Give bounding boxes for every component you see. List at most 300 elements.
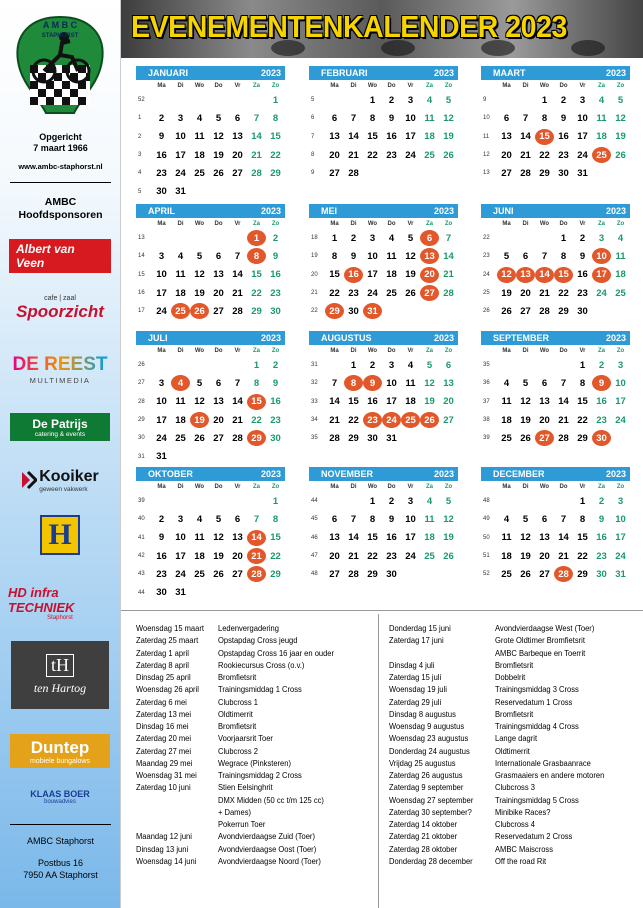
calendar-day: 4 xyxy=(388,232,395,244)
empty-day xyxy=(228,357,247,373)
calendar-day: 1 xyxy=(350,359,357,371)
calendar-day: 7 xyxy=(350,513,357,525)
calendar-day: 7 xyxy=(522,112,529,124)
calendar-day: 6 xyxy=(234,112,241,124)
month-year: 2023 xyxy=(605,68,626,78)
calendar-day: 7 xyxy=(560,377,567,389)
event-day: 12 xyxy=(497,267,516,283)
weekday-label: Ma xyxy=(502,220,511,227)
week-number: 9 xyxy=(483,97,487,104)
event-day: 9 xyxy=(592,375,611,391)
weekday-label: Zo xyxy=(616,483,625,490)
month-name: JULI xyxy=(148,333,168,343)
weekday-label: Di xyxy=(350,82,357,89)
event-name: Oldtimerrit xyxy=(495,745,530,756)
week-number: 39 xyxy=(138,498,145,505)
weekday-label: Ma xyxy=(502,347,511,354)
event-date: Donderdag 28 december xyxy=(389,855,473,866)
month-januari xyxy=(136,66,285,201)
event-name: Avondvierdaagse Oost (Toer) xyxy=(218,843,317,854)
sponsor-albert-van-veen[interactable] xyxy=(8,236,112,276)
month-name: NOVEMBER xyxy=(321,469,374,479)
calendar-day: 21 xyxy=(232,287,243,299)
calendar-day: 9 xyxy=(388,112,395,124)
calendar-day: 1 xyxy=(331,232,338,244)
week-number: 8 xyxy=(311,152,315,159)
event-date: Dinsdag 13 juni xyxy=(136,843,189,854)
weekday-label: Wo xyxy=(539,220,550,227)
calendar-day: 30 xyxy=(367,432,378,444)
calendar-day: 23 xyxy=(156,167,167,179)
calendar-day: 28 xyxy=(520,167,531,179)
week-row xyxy=(136,247,285,265)
calendar-day: 23 xyxy=(577,287,588,299)
month-year: 2023 xyxy=(433,68,454,78)
weekday-header xyxy=(481,481,630,492)
empty-day xyxy=(209,92,228,108)
month-header xyxy=(136,467,285,481)
sponsor-name: H xyxy=(48,518,72,551)
calendar-day: 19 xyxy=(424,396,435,408)
calendar-day: 23 xyxy=(270,414,281,426)
calendar-day: 1 xyxy=(541,94,548,106)
empty-day xyxy=(592,303,611,319)
weekday-label: Vr xyxy=(579,483,586,490)
month-name: MEI xyxy=(321,206,338,216)
empty-day xyxy=(420,165,439,181)
week-number: 25 xyxy=(483,290,490,297)
calendar-day: 9 xyxy=(388,513,395,525)
calendar-day: 6 xyxy=(331,513,338,525)
sponsor-hd-infra[interactable] xyxy=(8,583,112,623)
event-date: Zaterdag 13 mei xyxy=(136,708,192,719)
empty-day xyxy=(497,230,516,246)
event-day: 27 xyxy=(420,285,439,301)
calendar-day: 8 xyxy=(541,112,548,124)
sidebar-divider xyxy=(10,824,111,825)
calendar-day: 24 xyxy=(175,167,186,179)
week-number: 52 xyxy=(483,571,490,578)
calendar-day: 12 xyxy=(405,250,416,262)
week-row xyxy=(481,91,630,109)
calendar-day: 10 xyxy=(367,250,378,262)
calendar-day: 4 xyxy=(196,112,203,124)
calendar-day: 11 xyxy=(405,377,416,389)
week-number: 35 xyxy=(311,435,318,442)
calendar-day: 26 xyxy=(520,568,531,580)
event-name: Trainingsmiddag 2 Cross xyxy=(218,770,302,780)
calendar-day: 22 xyxy=(251,414,262,426)
calendar-day: 15 xyxy=(577,532,588,544)
event-day: 27 xyxy=(535,430,554,446)
weekday-label: Vr xyxy=(579,82,586,89)
week-row xyxy=(136,411,285,429)
sponsors-title-2: Hoofdsponsoren xyxy=(18,209,103,221)
week-row xyxy=(309,429,458,447)
calendar-day: 28 xyxy=(232,432,243,444)
empty-day xyxy=(266,585,285,601)
event-date: Maandag 29 mei xyxy=(136,757,193,768)
weekday-label: Do xyxy=(387,483,396,490)
weekday-label: Zo xyxy=(616,82,625,89)
weekday-label: Di xyxy=(350,220,357,227)
calendar-day: 26 xyxy=(194,432,205,444)
weekday-label: Ma xyxy=(330,483,339,490)
address-name: AMBC Staphorst xyxy=(26,836,95,846)
calendar-day: 8 xyxy=(331,250,338,262)
calendar-day: 18 xyxy=(501,414,512,426)
sponsor-name: De Patrijs xyxy=(32,416,88,431)
event-day: 10 xyxy=(592,248,611,264)
event-name: Off the road Rit xyxy=(495,855,547,866)
calendar-day: 6 xyxy=(541,377,548,389)
empty-day xyxy=(247,184,266,200)
calendar-day: 4 xyxy=(177,250,184,262)
calendar-day: 7 xyxy=(253,112,260,124)
week-number: 2 xyxy=(138,133,142,140)
event-date: Zaterdag 30 september? xyxy=(389,806,472,817)
calendar-day: 5 xyxy=(445,94,452,106)
month-name: SEPTEMBER xyxy=(493,333,550,343)
empty-day xyxy=(611,165,630,181)
event-day: 25 xyxy=(592,147,611,163)
event-name: Pokerrun Toer xyxy=(218,819,266,829)
calendar-day: 19 xyxy=(194,287,205,299)
calendar-day: 19 xyxy=(501,287,512,299)
calendar-day: 28 xyxy=(348,568,359,580)
week-number: 24 xyxy=(483,271,490,278)
weekday-header xyxy=(136,345,285,356)
calendar-day: 1 xyxy=(369,495,376,507)
calendar-day: 12 xyxy=(194,269,205,281)
week-row xyxy=(481,284,630,302)
calendar-day: 5 xyxy=(196,250,203,262)
week-number: 10 xyxy=(483,115,490,122)
week-row xyxy=(481,529,630,547)
calendar-day: 1 xyxy=(560,232,567,244)
sponsor-sub: cafe | zaal xyxy=(44,294,76,302)
week-row xyxy=(309,302,458,320)
event-date: Woensdag 9 augustus xyxy=(389,721,465,731)
week-number: 27 xyxy=(138,380,145,387)
empty-day xyxy=(363,165,382,181)
week-row xyxy=(309,393,458,411)
month-mei xyxy=(309,204,458,320)
calendar-day: 13 xyxy=(213,396,224,408)
calendar-day: 26 xyxy=(615,149,626,161)
sponsor-sub: MULTIMEDIA xyxy=(29,375,91,385)
weekday-label: Wo xyxy=(367,347,378,354)
calendar-day: 26 xyxy=(501,305,512,317)
calendar-day: 11 xyxy=(424,513,435,525)
week-number: 44 xyxy=(138,589,145,596)
weekday-label: Zo xyxy=(444,483,453,490)
calendar-day: 13 xyxy=(539,532,550,544)
week-row xyxy=(136,492,285,510)
event-date: Zaterdag 27 mei xyxy=(136,745,192,756)
month-name: MAART xyxy=(493,68,526,78)
week-row xyxy=(309,109,458,127)
event-name: Trainingsmiddag 4 Cross xyxy=(495,721,579,731)
sponsor-de-reest[interactable] xyxy=(8,348,112,390)
week-row xyxy=(136,565,285,583)
event-day: 13 xyxy=(516,267,535,283)
calendar-day: 28 xyxy=(348,167,359,179)
month-header xyxy=(481,467,630,481)
calendar-day: 6 xyxy=(234,513,241,525)
event-date: Dinsdag 25 april xyxy=(136,672,191,682)
calendar-day: 3 xyxy=(158,250,165,262)
week-row xyxy=(481,247,630,265)
calendar-day: 6 xyxy=(215,377,222,389)
event-day: 19 xyxy=(190,412,209,428)
month-year: 2023 xyxy=(605,206,626,216)
week-row xyxy=(481,492,630,510)
week-row xyxy=(481,146,630,164)
sponsor-h-logo[interactable] xyxy=(8,514,112,556)
calendar-day: 3 xyxy=(369,232,376,244)
weekday-label: Do xyxy=(214,347,223,354)
calendar-day: 14 xyxy=(232,269,243,281)
weekday-label: Di xyxy=(177,347,184,354)
event-date: Vrijdag 25 augustus xyxy=(389,757,456,768)
sponsor-ten-hartog[interactable] xyxy=(8,640,112,710)
month-september xyxy=(481,331,630,447)
calendar-day: 8 xyxy=(579,377,586,389)
week-number: 45 xyxy=(311,516,318,523)
event-day: 28 xyxy=(554,566,573,582)
calendar-day: 15 xyxy=(367,532,378,544)
calendar-day: 5 xyxy=(196,377,203,389)
calendar-day: 5 xyxy=(522,377,529,389)
weekday-label: Za xyxy=(597,82,605,89)
calendar-day: 20 xyxy=(329,550,340,562)
calendar-day: 14 xyxy=(348,532,359,544)
weekday-header xyxy=(309,345,458,356)
event-date: Woensdag 14 juni xyxy=(136,855,197,866)
event-day: 8 xyxy=(344,375,363,391)
month-year: 2023 xyxy=(605,469,626,479)
calendar-day: 12 xyxy=(213,131,224,143)
week-number: 1 xyxy=(138,115,142,122)
calendar-day: 2 xyxy=(272,359,279,371)
week-number: 31 xyxy=(138,453,145,460)
week-number: 47 xyxy=(311,553,318,560)
calendar-day: 28 xyxy=(251,167,262,179)
weekday-header xyxy=(309,218,458,229)
sponsor-kooiker[interactable] xyxy=(8,463,112,497)
empty-day xyxy=(228,230,247,246)
event-day: 9 xyxy=(363,375,382,391)
calendar-day: 26 xyxy=(213,167,224,179)
empty-day xyxy=(171,449,190,465)
month-year: 2023 xyxy=(260,206,281,216)
calendar-day: 28 xyxy=(539,305,550,317)
sponsor-sub: mobiele bungalows xyxy=(30,757,90,765)
event-name: Bromfietsrit xyxy=(218,672,257,682)
calendar-day: 8 xyxy=(579,513,586,525)
month-header xyxy=(481,204,630,218)
calendar-day: 30 xyxy=(270,432,281,444)
calendar-day: 29 xyxy=(270,568,281,580)
week-row xyxy=(481,411,630,429)
calendar-day: 7 xyxy=(560,513,567,525)
calendar-day: 16 xyxy=(596,532,607,544)
empty-day xyxy=(516,92,535,108)
event-day: 31 xyxy=(363,303,382,319)
weekday-label: Zo xyxy=(271,220,280,227)
event-day: 14 xyxy=(247,530,266,546)
sponsor-klaas-boer[interactable] xyxy=(8,784,112,810)
calendar-day: 24 xyxy=(615,414,626,426)
month-juli xyxy=(136,331,285,466)
week-number: 7 xyxy=(311,133,315,140)
calendar-day: 21 xyxy=(348,149,359,161)
website-link[interactable]: www.ambc-staphorst.nl xyxy=(18,162,103,171)
calendar-day: 11 xyxy=(194,131,205,143)
calendar-day: 23 xyxy=(270,287,281,299)
weekday-header xyxy=(136,80,285,91)
event-day: 20 xyxy=(420,267,439,283)
event-date: Woensdag 23 augustus xyxy=(389,733,469,744)
empty-day xyxy=(325,493,344,509)
calendar-day: 9 xyxy=(350,250,357,262)
calendar-day: 12 xyxy=(615,112,626,124)
calendar-day: 22 xyxy=(270,149,281,161)
event-name: Stien Eelsinghrit xyxy=(218,782,273,793)
calendar-day: 12 xyxy=(213,532,224,544)
week-row xyxy=(309,510,458,528)
sidebar-divider xyxy=(10,182,111,183)
weekday-label: Zo xyxy=(616,220,625,227)
weekday-label: Za xyxy=(252,82,260,89)
calendar-day: 10 xyxy=(405,112,416,124)
empty-day xyxy=(190,92,209,108)
empty-day xyxy=(247,449,266,465)
month-augustus xyxy=(309,331,458,447)
event-name: Trainingsmiddag 1 Cross xyxy=(218,684,302,695)
week-number: 40 xyxy=(138,516,145,523)
calendar-day: 4 xyxy=(426,495,433,507)
empty-day xyxy=(209,449,228,465)
calendar-day: 7 xyxy=(541,250,548,262)
calendar-day: 25 xyxy=(386,287,397,299)
sponsor-name: HD infra TECHNIEK xyxy=(8,585,75,615)
month-name: JUNI xyxy=(493,206,514,216)
calendar-day: 3 xyxy=(407,94,414,106)
calendar-day: 27 xyxy=(329,167,340,179)
calendar-day: 11 xyxy=(596,112,607,124)
kooiker-icon xyxy=(21,470,37,490)
calendar-day: 4 xyxy=(598,94,605,106)
week-number: 20 xyxy=(311,271,318,278)
empty-day xyxy=(209,357,228,373)
event-name: + Dames) xyxy=(218,806,251,817)
week-row xyxy=(136,146,285,164)
calendar-day: 6 xyxy=(522,250,529,262)
empty-day xyxy=(439,430,458,446)
calendar-day: 8 xyxy=(369,513,376,525)
weekday-label: Za xyxy=(252,347,260,354)
sponsor-duntep[interactable] xyxy=(8,733,112,769)
calendar-day: 19 xyxy=(213,149,224,161)
week-row xyxy=(481,229,630,247)
empty-day xyxy=(420,303,439,319)
week-number: 12 xyxy=(483,152,490,159)
month-maart xyxy=(481,66,630,182)
calendar-day: 21 xyxy=(558,414,569,426)
calendar-day: 22 xyxy=(270,550,281,562)
calendar-day: 25 xyxy=(175,432,186,444)
week-number: 35 xyxy=(483,362,490,369)
calendar-day: 23 xyxy=(596,550,607,562)
calendar-day: 16 xyxy=(270,269,281,281)
weekday-label: Ma xyxy=(157,347,166,354)
calendar-day: 10 xyxy=(175,532,186,544)
calendar-day: 2 xyxy=(272,232,279,244)
empty-day xyxy=(420,566,439,582)
week-row xyxy=(481,547,630,565)
calendar-day: 3 xyxy=(407,495,414,507)
address-line-2: 7950 AA Staphorst xyxy=(23,870,98,880)
event-name: Reservedatum 2 Cross xyxy=(495,831,573,842)
event-day: 15 xyxy=(554,267,573,283)
week-number: 37 xyxy=(483,398,490,405)
calendar-day: 11 xyxy=(194,532,205,544)
calendar-day: 3 xyxy=(158,377,165,389)
weekday-label: Za xyxy=(425,220,433,227)
week-row xyxy=(136,266,285,284)
calendar-day: 11 xyxy=(386,250,397,262)
calendar-day: 1 xyxy=(272,94,279,106)
empty-day xyxy=(209,184,228,200)
empty-day xyxy=(190,184,209,200)
calendar-day: 23 xyxy=(558,149,569,161)
calendar-day: 13 xyxy=(232,131,243,143)
calendar-day: 4 xyxy=(426,94,433,106)
calendar-day: 28 xyxy=(329,432,340,444)
week-row xyxy=(481,510,630,528)
empty-day xyxy=(152,357,171,373)
empty-day xyxy=(228,585,247,601)
week-number: 26 xyxy=(138,362,145,369)
calendar-day: 7 xyxy=(445,232,452,244)
calendar-day: 30 xyxy=(596,568,607,580)
sponsor-name: Albert van Veen xyxy=(12,241,108,271)
calendar-day: 2 xyxy=(388,495,395,507)
sponsor-de-patrijs[interactable] xyxy=(8,412,112,442)
week-row xyxy=(309,91,458,109)
week-row xyxy=(136,547,285,565)
month-juni xyxy=(481,204,630,320)
week-number: 15 xyxy=(138,271,145,278)
event-date: Zaterdag 29 juli xyxy=(389,696,442,707)
weekday-label: Ma xyxy=(157,220,166,227)
event-date: Woensdag 15 maart xyxy=(136,623,204,633)
calendar-day: 25 xyxy=(501,432,512,444)
sponsor-spoorzicht[interactable] xyxy=(8,288,112,328)
calendar-day: 30 xyxy=(156,587,167,599)
event-name: Voorjaarsrit Toer xyxy=(218,733,273,744)
calendar-day: 30 xyxy=(156,186,167,198)
event-date: Zaterdag 17 juni xyxy=(389,635,444,646)
calendar-day: 18 xyxy=(194,550,205,562)
week-row xyxy=(136,128,285,146)
event-date: Woensdag 27 september xyxy=(389,794,474,805)
calendar-day: 29 xyxy=(539,167,550,179)
week-number: 48 xyxy=(483,498,490,505)
weekday-label: Wo xyxy=(194,220,205,227)
